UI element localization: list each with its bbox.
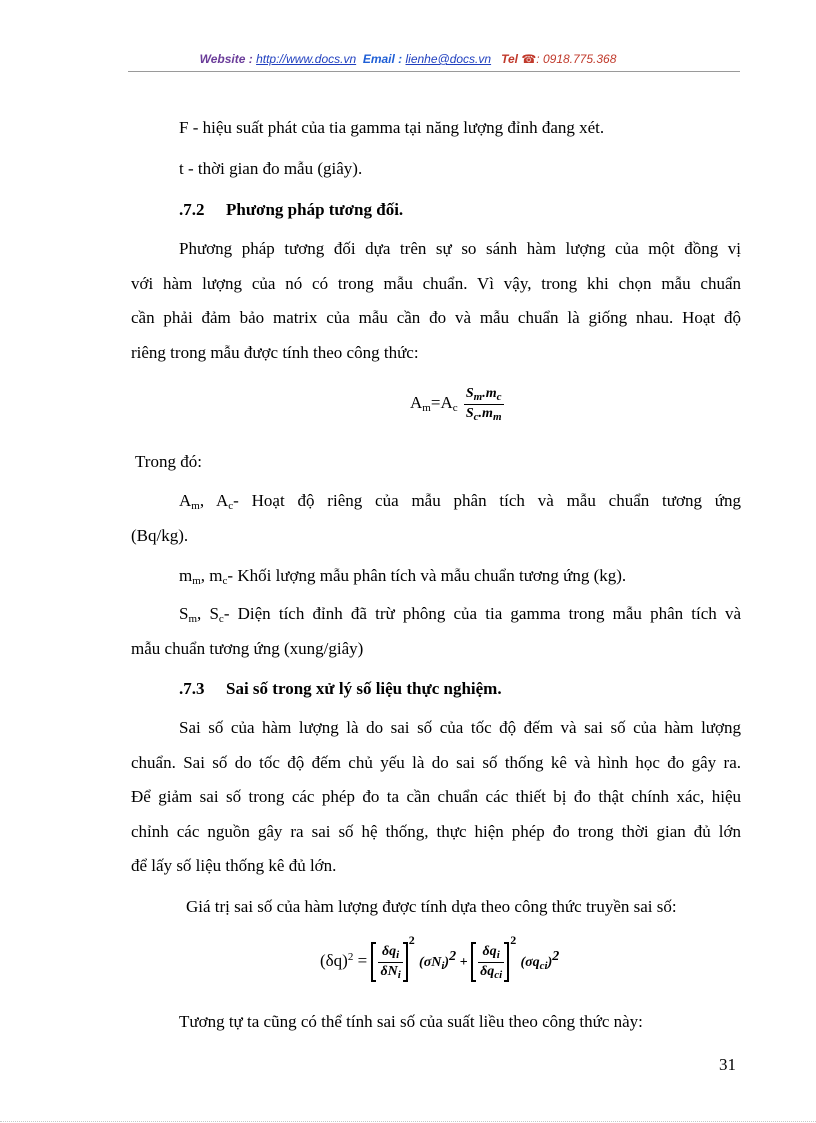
section-7-2-heading (179, 200, 403, 220)
fraction-denominator: $S_c.m_m$ (465, 406, 502, 423)
tel-label: Tel (501, 52, 518, 66)
section-number: .7.2 (179, 200, 205, 219)
formula-symbol: A (410, 392, 423, 412)
formula-symbol: A (440, 392, 453, 412)
section-7-3-heading (179, 679, 502, 699)
definition-text: - Hoạt độ riêng của mẫu phân tích và mẫu chuẩn tương ứng (233, 491, 742, 510)
paragraph-line: chỉnh các nguồn gây ra sai số hệ thống, thực hiện phép đo trong thời gian đủ lớn (131, 821, 741, 841)
paragraph-relative-method (131, 238, 741, 376)
a-definition (131, 490, 741, 559)
formula-subscript: m (422, 401, 431, 414)
error-propagation-formula: $(\delta q)^2$ = $\frac{\delta q_i}{\delta N_i}$ $^2$ $(\sigma N_i)^2$ + $\frac{\delta q_i}{\delta q_{ci}}$ $^2$ $(\sigma q_{ci})^2$ (320, 933, 560, 982)
section-number: .7.3 (179, 679, 205, 698)
f-definition: F - hiệu suất phát của tia gamma tại năng lượng đỉnh đang xét. (179, 118, 605, 137)
error-propagation-intro: Giá trị sai số của hàm lượng được tính dựa theo công thức truyền sai số: (186, 897, 677, 916)
formula-subscript: c (228, 500, 234, 512)
paragraph-line: với hàm lượng của nó có trong mẫu chuẩn. Vì vậy, trong khi chọn mẫu chuẩn (131, 273, 741, 293)
paragraph-line: để lấy số liệu thống kê đủ lớn. (131, 856, 337, 875)
website-link[interactable]: http://www.docs.vn (256, 52, 357, 66)
fraction-numerator: $S_m.m_c$ (465, 386, 502, 403)
header-divider (128, 71, 740, 72)
tel-value: : 0918.775.368 (536, 52, 617, 66)
formula-subscript: m (191, 500, 200, 512)
paragraph-line: chuẩn. Sai số do tốc độ đếm chủ yếu là do sai số thống kê và hình học đo gây ra. (131, 752, 741, 772)
paragraph-line: riêng trong mẫu được tính theo công thức: (131, 342, 419, 362)
separator: , (199, 491, 216, 510)
website-label: Website : (199, 52, 257, 66)
formula-symbol: A (215, 491, 229, 510)
email-link[interactable]: lienhe@docs.vn (405, 52, 492, 66)
paragraph-line: Phương pháp tương đối dựa trên sự so sánh hàm lượng của một đồng vị (179, 239, 741, 258)
page-number: 31 (719, 1055, 736, 1074)
email-label: Email (362, 52, 395, 66)
formula-subscript: c (452, 401, 458, 414)
s-definition: $S_m$, $S_c-$ Diện tích đỉnh đã trừ phông của tia gamma trong mẫu phân tích và mẫu chuẩn tương ứng (xung/giây) (131, 604, 742, 658)
formula-symbol: A (179, 491, 192, 510)
definition-text: mẫu chuẩn tương ứng (xung/giây) (131, 638, 364, 658)
email-separator: : (394, 52, 406, 66)
formula-bracket: $\frac{\delta q_i}{\delta q_{ci}}$ (471, 942, 509, 982)
formula-equals: = (430, 392, 441, 412)
section-title: Sai số trong xử lý số liệu thực nghiệm. (226, 679, 502, 698)
formula-bracket: $\frac{\delta q_i}{\delta N_i}$ (371, 942, 407, 982)
m-definition: $m_m$, $m_c-$ Khối lượng mẫu phân tích và mẫu chuẩn tương ứng (kg). (179, 566, 627, 587)
paragraph-error (131, 717, 741, 890)
paragraph-line: Để giảm sai số trong các phép đo ta cần chuẩn các thiết bị đo thật chính xác, hiệu (131, 787, 741, 806)
phone-icon: ☎ (521, 52, 537, 66)
formula-lhs: (δq) (320, 951, 348, 970)
definition-text: - Diện tích đỉnh đã trừ phông của tia gamma trong mẫu phân tích và (223, 604, 742, 623)
definition-text: (Bq/kg). (131, 525, 189, 545)
formula-fraction (464, 386, 504, 422)
where-label: Trong đó: (135, 452, 202, 471)
t-definition: t - thời gian đo mẫu (giây). (179, 159, 363, 178)
page-header (0, 52, 816, 66)
footer-divider (0, 1121, 816, 1122)
paragraph-line: cần phải đảm bảo matrix của mẫu cần đo và mẫu chuẩn là giống nhau. Hoạt độ (131, 308, 741, 327)
paragraph-line: Sai số của hàm lượng là do sai số của tốc độ đếm và sai số của hàm lượng (179, 718, 741, 737)
dose-rate-intro: Tương tự ta cũng có thể tính sai số của suất liều theo công thức này: (179, 1012, 643, 1031)
specific-activity-formula (410, 386, 504, 422)
definition-text: - Khối lượng mẫu phân tích và mẫu chuẩn tương ứng (kg). (227, 566, 627, 585)
section-title: Phương pháp tương đối. (226, 200, 404, 219)
